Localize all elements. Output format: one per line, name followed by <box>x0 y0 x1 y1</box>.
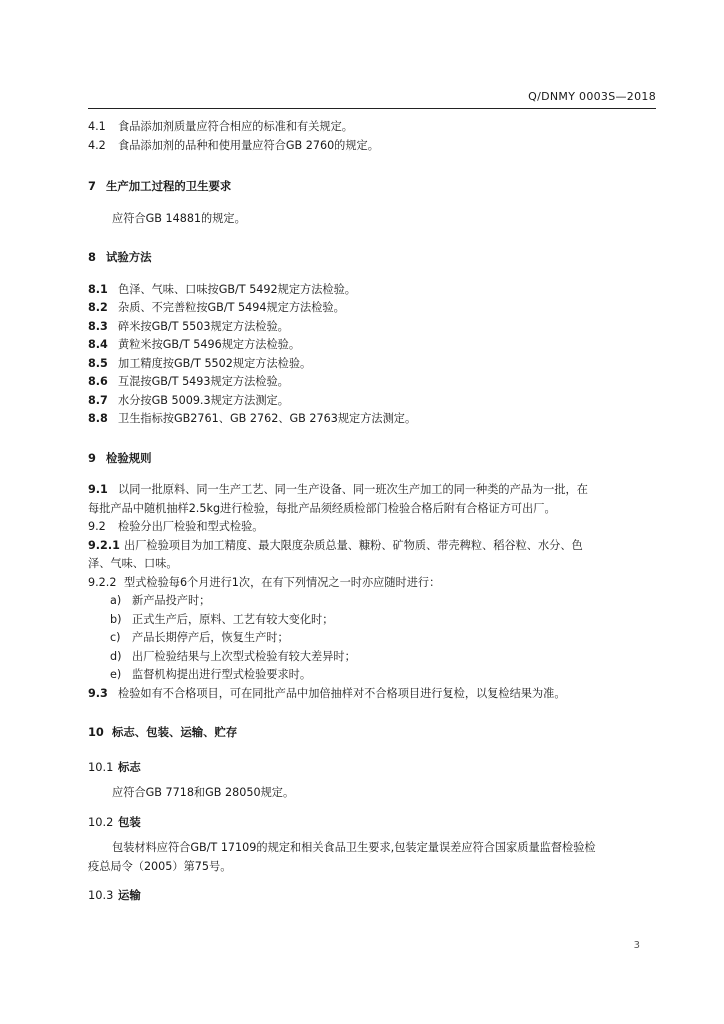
clause-9-1-line1: 9.1 以同一批原料、同一生产工艺、同一生产设备、同一班次生产加工的同一种类的产品为一批，在 <box>88 483 588 496</box>
clause-8-6: 8.6 互混按GB/T 5493规定方法检验。 <box>88 375 289 388</box>
section-10-1-body: 应符合GB 7718和GB 28050规定。 <box>112 786 295 799</box>
list-item: a) 新产品投产时； <box>110 594 211 607</box>
section-10-heading: 10 标志、包装、运输、贮存 <box>88 725 238 739</box>
section-10-2-line1: 包装材料应符合GB/T 17109的规定和相关食品卫生要求,包装定量误差应符合国家质量监督检验检 <box>112 841 596 854</box>
clause-9-2-2: 9.2.2 型式检验每6个月进行1次，在有下列情况之一时亦应随时进行： <box>88 575 441 589</box>
list-item: e) 监督机构提出进行型式检验要求时。 <box>110 668 312 681</box>
clause-8-3: 8.3 碎米按GB/T 5503规定方法检验。 <box>88 319 289 333</box>
clause-9-3: 9.3 检验如有不合格项目，可在同批产品中加倍抽样对不合格项目进行复检，以复检结果为准。 <box>88 686 566 700</box>
page-content <box>88 118 660 905</box>
clause-8-1: 8.1 色泽、气味、口味按GB/T 5492规定方法检验。 <box>88 282 356 296</box>
page-number: 3 <box>633 940 640 951</box>
section-7-heading: 7 生产加工过程的卫生要求 <box>88 179 232 193</box>
section-10-2-line2: 疫总局令（2005）第75号。 <box>88 859 232 873</box>
section-9-heading: 9 检验规则 <box>88 450 152 465</box>
clause-8-2: 8.2 杂质、不完善粒按GB/T 5494规定方法检验。 <box>88 301 345 314</box>
section-10-3-heading: 10.3 运输 <box>88 888 141 902</box>
clause-9-1-line2: 每批产品中随机抽样2.5kg进行检验，每批产品须经质检部门检验合格后附有合格证方可出厂。 <box>88 501 556 515</box>
clause-8-5: 8.5 加工精度按GB/T 5502规定方法检验。 <box>88 356 312 370</box>
clause-9-2-1-line1: 9.2.1 出厂检验项目为加工精度、最大限度杂质总量、糠粉、矿物质、带壳稗粒、稻谷粒、水分、色 <box>88 538 583 552</box>
list-item: d) 出厂检验结果与上次型式检验有较大差异时； <box>110 649 356 663</box>
clause-9-2: 9.2 检验分出厂检验和型式检验。 <box>88 520 264 533</box>
clause-9-2-1-line2: 泽、气味、口味。 <box>88 557 178 570</box>
list-item: b) 正式生产后，原料、工艺有较大变化时； <box>110 612 334 626</box>
clause-4-1: 4.1 食品添加剂质量应符合相应的标准和有关规定。 <box>88 120 353 133</box>
clause-4-2: 4.2 食品添加剂的品种和使用量应符合GB 2760的规定。 <box>88 138 379 152</box>
section-8-heading: 8 试验方法 <box>88 250 152 264</box>
list-item: c) 产品长期停产后，恢复生产时； <box>110 631 289 644</box>
clause-8-4: 8.4 黄粒米按GB/T 5496规定方法检验。 <box>88 338 301 351</box>
section-10-2-heading: 10.2 包装 <box>88 814 141 829</box>
header-rule <box>88 108 656 109</box>
document-code: Q/DNMY 0003S—2018 <box>528 90 656 103</box>
section-10-1-heading: 10.1 标志 <box>88 759 141 774</box>
clause-8-8: 8.8 卫生指标按GB2761、GB 2762、GB 2763规定方法测定。 <box>88 412 417 425</box>
section-7-body: 应符合GB 14881的规定。 <box>112 211 246 225</box>
clause-8-7: 8.7 水分按GB 5009.3规定方法测定。 <box>88 393 289 407</box>
